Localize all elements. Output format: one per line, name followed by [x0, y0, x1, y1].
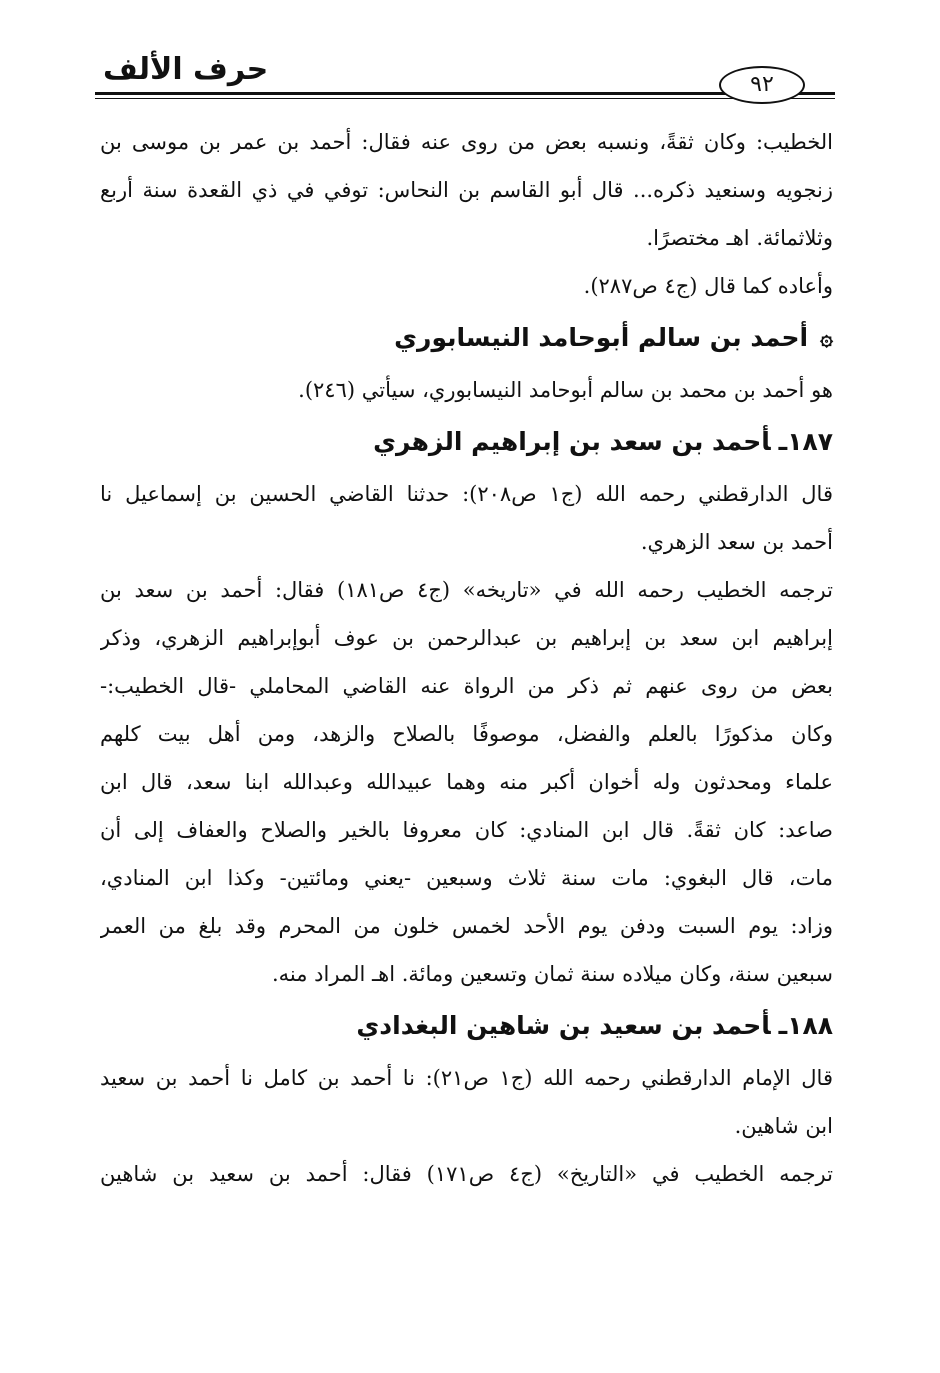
text-line: ابن شاهين.	[734, 1114, 833, 1138]
entry-heading	[100, 310, 833, 366]
text-line: أحمد بن سعد الزهري.	[640, 530, 833, 554]
paragraph	[100, 366, 833, 414]
star-ornament-icon: ۞	[820, 326, 833, 351]
text-line: وكان مذكورًا بالعلم والفضل، موصوفًا بالصلاح والزهد، ومن أهل بيت كلهم	[100, 722, 833, 746]
text-line: ترجمه الخطيب في «التاريخ» (ج٤ ص١٧١) فقال: أحمد بن سعيد بن شاهين	[100, 1162, 833, 1186]
paragraph	[100, 566, 833, 998]
header-rule-thin	[95, 98, 835, 99]
entry-number: ١٨٨ـ	[778, 1011, 833, 1040]
text-line: ترجمه الخطيب رحمه الله في «تاريخه» (ج٤ ص١٨١) فقال: أحمد بن سعد بن	[100, 578, 833, 602]
paragraph	[100, 1150, 833, 1198]
entry-heading	[100, 414, 833, 470]
text-line: زنجويه وسنعيد ذكره... قال أبو القاسم بن النحاس: توفي في ذي القعدة سنة أربع	[100, 178, 833, 202]
text-line: بعض من روى عنهم ثم ذكر من الرواة عنه القاضي المحاملي -قال الخطيب:-	[100, 674, 833, 698]
text-line: الخطيب: وكان ثقةً، ونسبه بعض من روى عنه فقال: أحمد بن عمر بن موسى بن	[100, 130, 833, 154]
chapter-title: حرف الألف	[97, 50, 274, 90]
text-line: سبعين سنة، وكان ميلاده سنة ثمان وتسعين ومائة. اهـ المراد منه.	[271, 962, 833, 986]
text-line: علماء ومحدثون وله أخوان أكبر منه وهما عبيدالله وعبدالله ابنا سعد، قال ابن	[100, 770, 833, 794]
text-line: قال الدارقطني رحمه الله (ج١ ص٢٠٨): حدثنا القاضي الحسين بن إسماعيل نا	[100, 482, 833, 506]
entry-heading-text: أحمد بن سعد بن إبراهيم الزهري	[373, 427, 771, 456]
entry-number: ١٨٧ـ	[778, 427, 833, 456]
page-header	[95, 48, 835, 108]
entry-heading-text: أحمد بن سالم أبوحامد النيسابوري	[394, 323, 809, 352]
text-line: إبراهيم ابن سعد بن إبراهيم بن عبدالرحمن بن عوف أبوإبراهيم الزهري، وذكر	[100, 626, 833, 650]
paragraph	[100, 470, 833, 566]
paragraph	[100, 1054, 833, 1150]
paragraph	[100, 262, 833, 310]
entry-heading	[100, 998, 833, 1054]
text-line: مات، قال البغوي: مات سنة ثلاث وسبعين -يعني ومائتين- وكذا ابن المنادي،	[100, 866, 833, 890]
text-line: وثلاثمائة. اهـ مختصرًا.	[646, 226, 833, 250]
text-line: وزاد: يوم السبت ودفن يوم الأحد لخمس خلون من المحرم وقد بلغ من العمر	[100, 914, 833, 938]
text-line: قال الإمام الدارقطني رحمه الله (ج١ ص٢١): نا أحمد بن كامل نا أحمد بن سعيد	[100, 1066, 833, 1090]
page-number: ٩٢	[719, 66, 805, 104]
page-body	[100, 118, 833, 1198]
text-line: هو أحمد بن محمد بن سالم أبوحامد النيسابوري، سيأتي (٢٤٦).	[298, 378, 833, 402]
text-line: وأعاده كما قال (ج٤ ص٢٨٧).	[583, 274, 833, 298]
paragraph	[100, 118, 833, 262]
text-line: صاعد: كان ثقةً. قال ابن المنادي: كان معروفا بالخير والصلاح والعفاف إلى أن	[100, 818, 833, 842]
entry-heading-text: أحمد بن سعيد بن شاهين البغدادي	[356, 1011, 771, 1040]
